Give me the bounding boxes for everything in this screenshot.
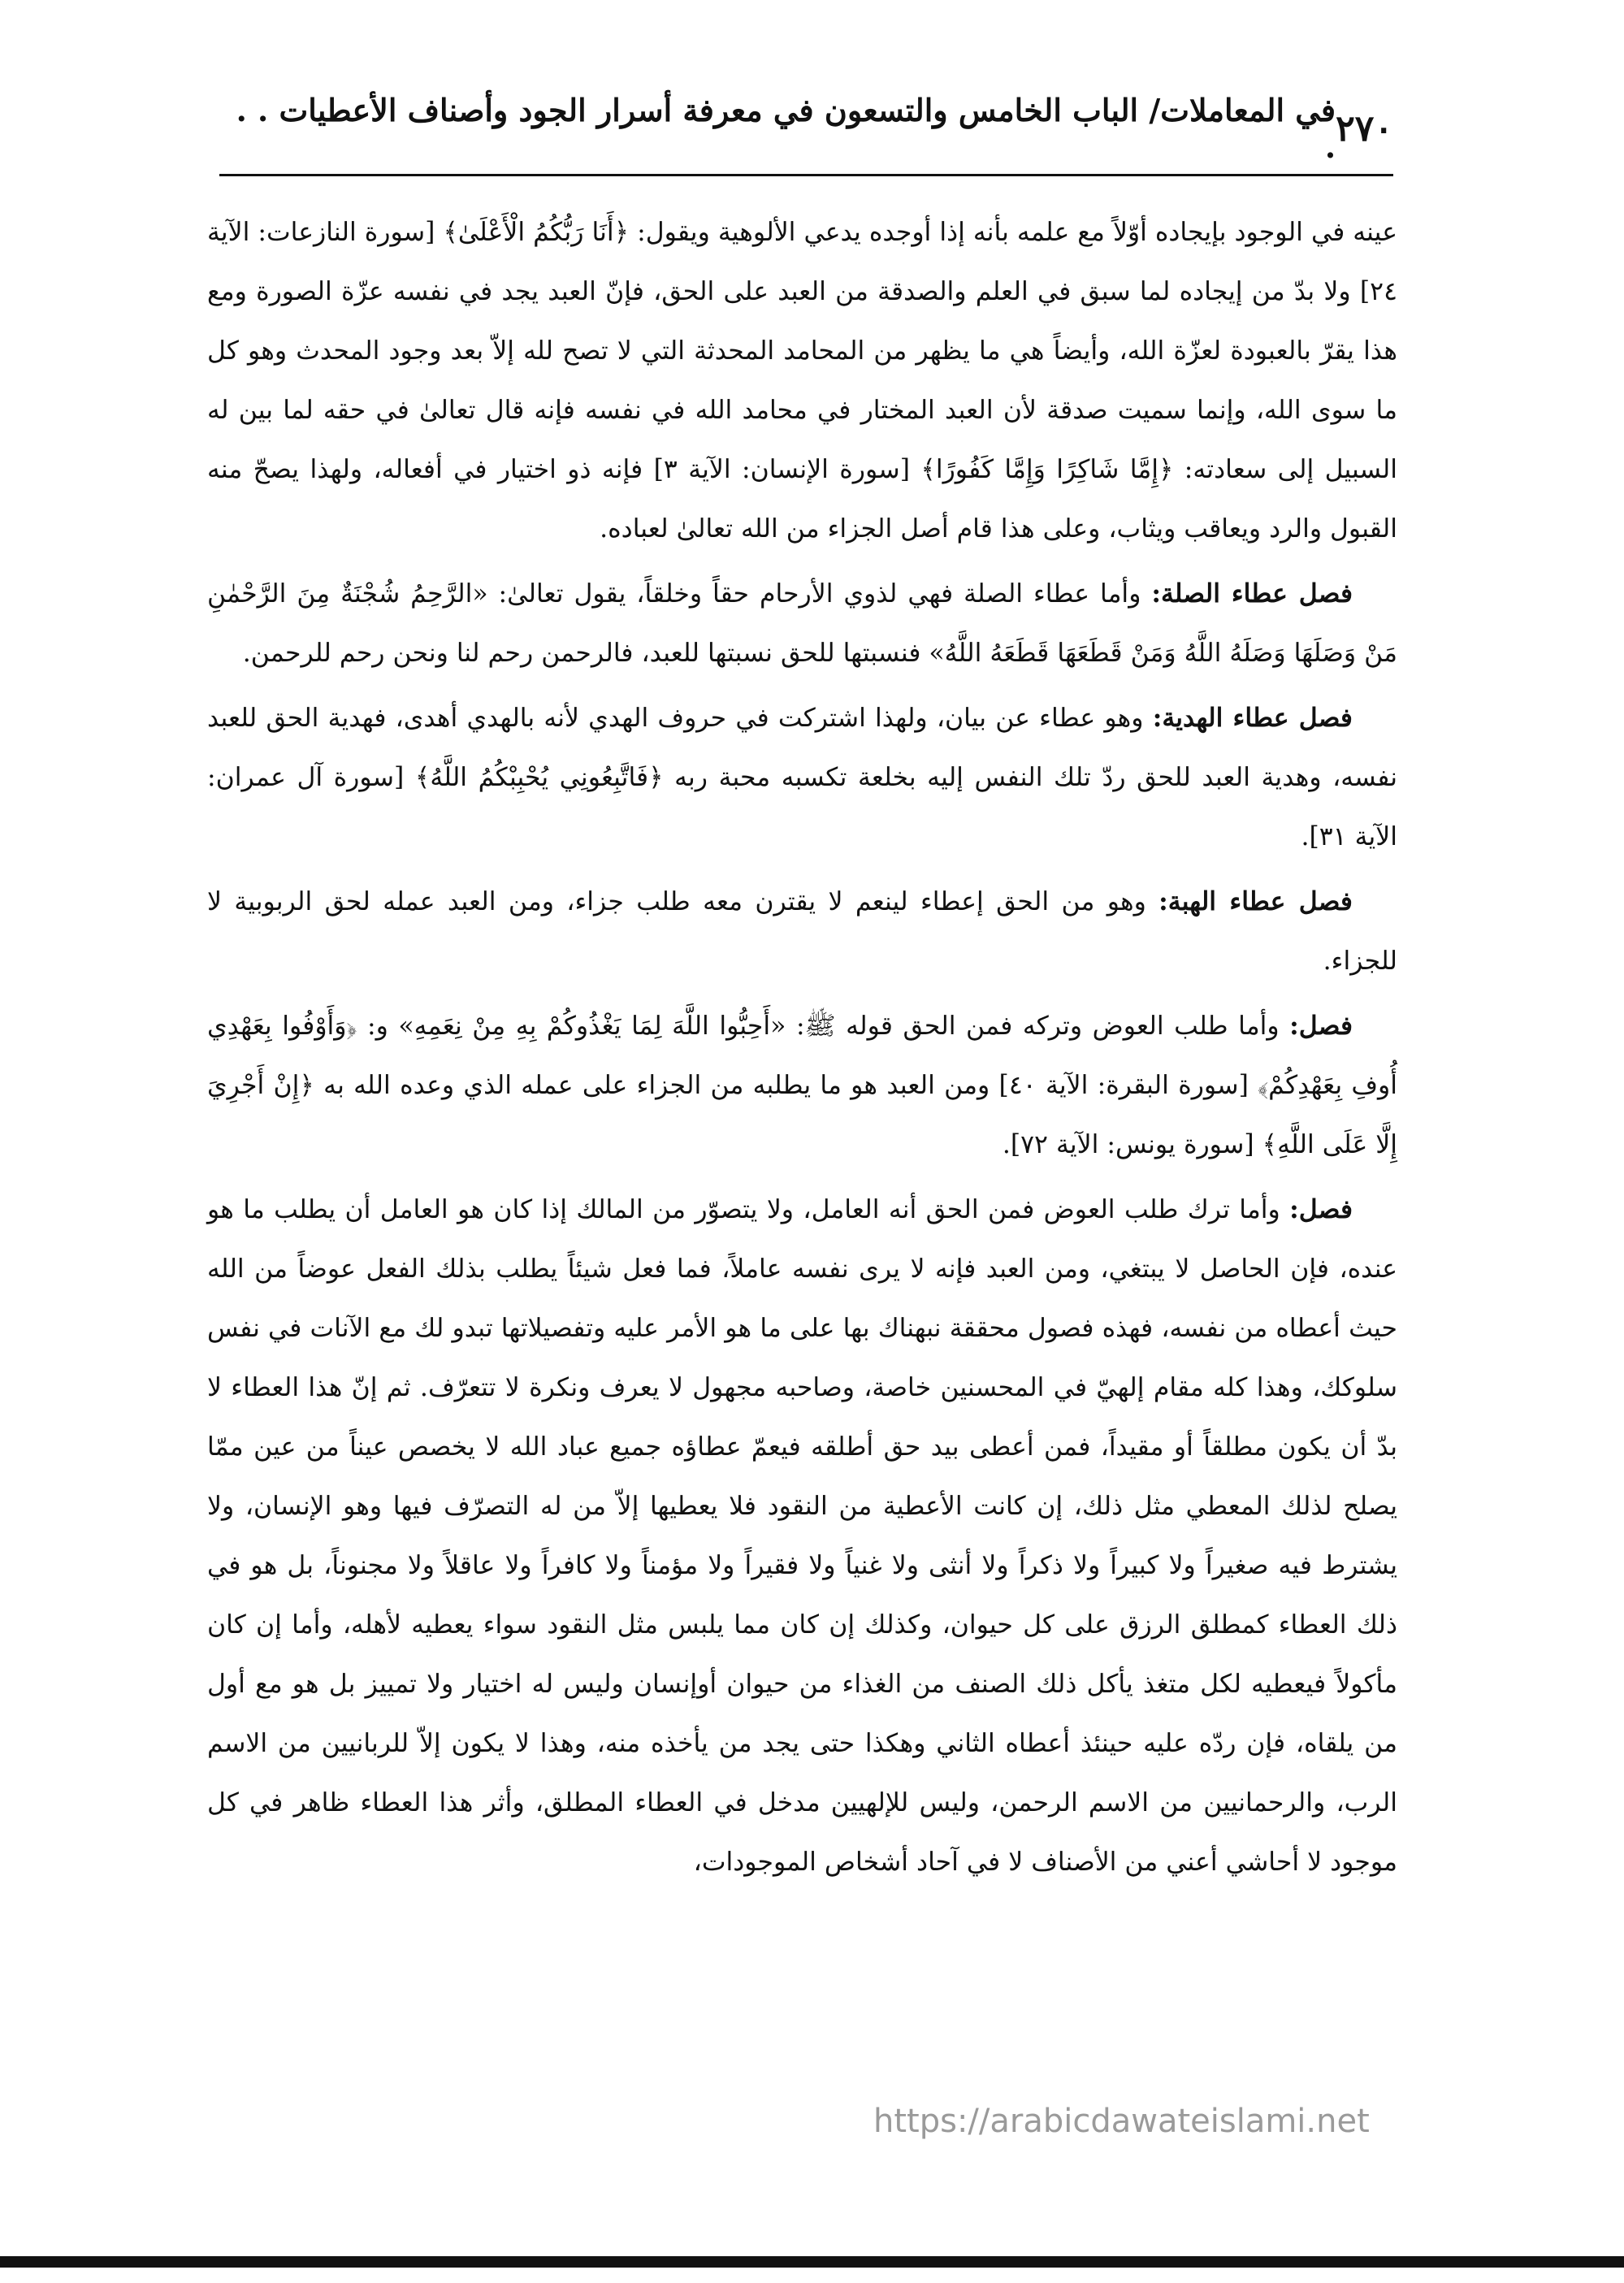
section-heading: فصل عطاء الهدية:	[1152, 703, 1353, 733]
paragraph-text: وهو من الحق إعطاء لينعم لا يقترن معه طلب جزاء، ومن العبد عمله لحق الربوبية لا للجزاء.	[207, 887, 1397, 976]
section-paragraph	[207, 996, 1397, 1175]
paragraph	[207, 203, 1397, 559]
paragraph-text: عينه في الوجود بإيجاده أوّلاً مع علمه بأنه إذا أوجده يدعي الألوهية ويقول: ﴿أَنَا رَبُّكُمُ الْأَعْلَىٰ﴾ [سورة النازعات: الآية ٢٤] ولا بدّ من إيجاده لما سبق في العلم والصدقة من العبد على الحق، فإنّ العبد يجد في نفسه عزّة الصورة ومع هذا يقرّ بالعبودة لعزّة الله، وأيضاً هي ما يظهر من المحامد المحدثة التي لا تصح لله إلاّ بعد وجود المحدث وهو كل ما سوى الله، وإنما سميت صدقة لأن العبد المختار في محامد الله في نفسه فإنه قال تعالىٰ في حقه لما بين له السبيل إلى سعادته: ﴿إِمَّا شَاكِرًا وَإِمَّا كَفُورًا﴾ [سورة الإنسان: الآية ٣] فإنه ذو اختيار في أفعاله، ولهذا يصحّ منه القبول والرد ويعاقب ويثاب، وعلى هذا قام أصل الجزاء من الله تعالىٰ لعباده.	[207, 218, 1397, 544]
running-title: في المعاملات/ الباب الخامس والتسعون في معرفة أسرار الجود وأصناف الأعطيات . . .	[236, 92, 1336, 165]
page-number: ٢٧٠	[1336, 107, 1393, 149]
section-heading: فصل عطاء الصلة:	[1151, 578, 1353, 609]
section-paragraph	[207, 872, 1397, 991]
section-paragraph	[207, 564, 1397, 683]
section-heading: فصل:	[1289, 1011, 1353, 1041]
section-paragraph	[207, 1180, 1397, 1892]
body-text	[207, 203, 1397, 1897]
paragraph-text: وهو عطاء عن بيان، ولهذا اشتركت في حروف الهدي لأنه بالهدي أهدى، فهدية الحق للعبد نفسه، وهدية العبد للحق ردّ تلك النفس إليه بخلعة تكسبه محبة ربه ﴿فَاتَّبِعُونِي يُحْبِبْكُمُ اللَّهُ﴾ [سورة آل عمران: الآية ٣١].	[207, 704, 1397, 851]
paragraph-text: وأما عطاء الصلة فهي لذوي الأرحام حقاً وخلقاً، يقول تعالىٰ: «الرَّحِمُ شُجْنَةٌ مِنَ الرَّحْمٰنِ مَنْ وَصَلَهَا وَصَلَهُ اللَّهُ وَمَنْ قَطَعَهَا قَطَعَهُ اللَّهُ» فنسبتها للحق نسبتها للعبد، فالرحمن رحم لنا ونحن رحم للرحمن.	[207, 579, 1397, 668]
paragraph-text: وأما طلب العوض وتركه فمن الحق قوله ﷺ: «أَحِبُّوا اللَّهَ لِمَا يَغْذُوكُمْ بِهِ مِنْ نِعَمِهِ» و: ﴿وَأَوْفُوا بِعَهْدِي أُوفِ بِعَهْدِكُمْ﴾ [سورة البقرة: الآية ٤٠] ومن العبد هو ما يطلبه من الجزاء على عمله الذي وعده الله به ﴿إِنْ أَجْرِيَ إِلَّا عَلَى اللَّهِ﴾ [سورة يونس: الآية ٧٢].	[207, 1012, 1397, 1159]
paragraph-text: وأما ترك طلب العوض فمن الحق أنه العامل، ولا يتصوّر من المالك إذا كان هو العامل أن يطلب ما هو عنده، فإن الحاصل لا يبتغي، ومن العبد فإنه لا يرى نفسه عاملاً، فما فعل شيئاً يطلب بذلك الفعل عوضاً من الله حيث أعطاه من نفسه، فهذه فصول محققة نبهناك بها على ما هو الأمر عليه وتفصيلاتها تبدو لك مع الآنات في نفس سلوكك، وهذا كله مقام إلهيّ في المحسنين خاصة، وصاحبه مجهول لا يعرف ونكرة لا تتعرّف. ثم إنّ هذا العطاء لا بدّ أن يكون مطلقاً أو مقيداً، فمن أعطى بيد حق أطلقه فيعمّ عطاؤه جميع عباد الله لا يخصص عيناً من عين ممّا يصلح لذلك المعطي مثل ذلك، إن كانت الأعطية من النقود فلا يعطيها إلاّ من له التصرّف فيها وهو الإنسان، ولا يشترط فيه صغيراً ولا كبيراً ولا ذكراً ولا أنثى ولا غنياً ولا فقيراً ولا مؤمناً ولا كافراً ولا عاقلاً ولا مجنوناً، بل هو في ذلك العطاء كمطلق الرزق على كل حيوان، وكذلك إن كان مما يلبس مثل النقود سواء يعطيه لأهله، وأما إن كان مأكولاً فيعطيه لكل متغذ يأكل ذلك الصنف من الغذاء من حيوان أوإنسان وليس له اختيار ولا تمييز بل هو مع أول من يلقاه، فإن ردّه عليه حينئذ أعطاه الثاني وهكذا حتى يجد من يأخذه منه، وهذا لا يكون إلاّ للربانيين من الاسم الرب، والرحمانيين من الاسم الرحمن، وليس للإلهيين مدخل في العطاء المطلق، وأثر هذا العطاء ظاهر في كل موجود لا أحاشي أعني من الأصناف لا في آحاد أشخاص الموجودات،	[207, 1195, 1397, 1877]
page-header	[219, 92, 1393, 176]
section-heading: فصل عطاء الهبة:	[1158, 886, 1353, 916]
section-paragraph	[207, 688, 1397, 867]
section-heading: فصل:	[1289, 1194, 1353, 1224]
bottom-rule	[0, 2256, 1624, 2268]
watermark-url: https://arabicdawateislami.net	[873, 2103, 1370, 2140]
